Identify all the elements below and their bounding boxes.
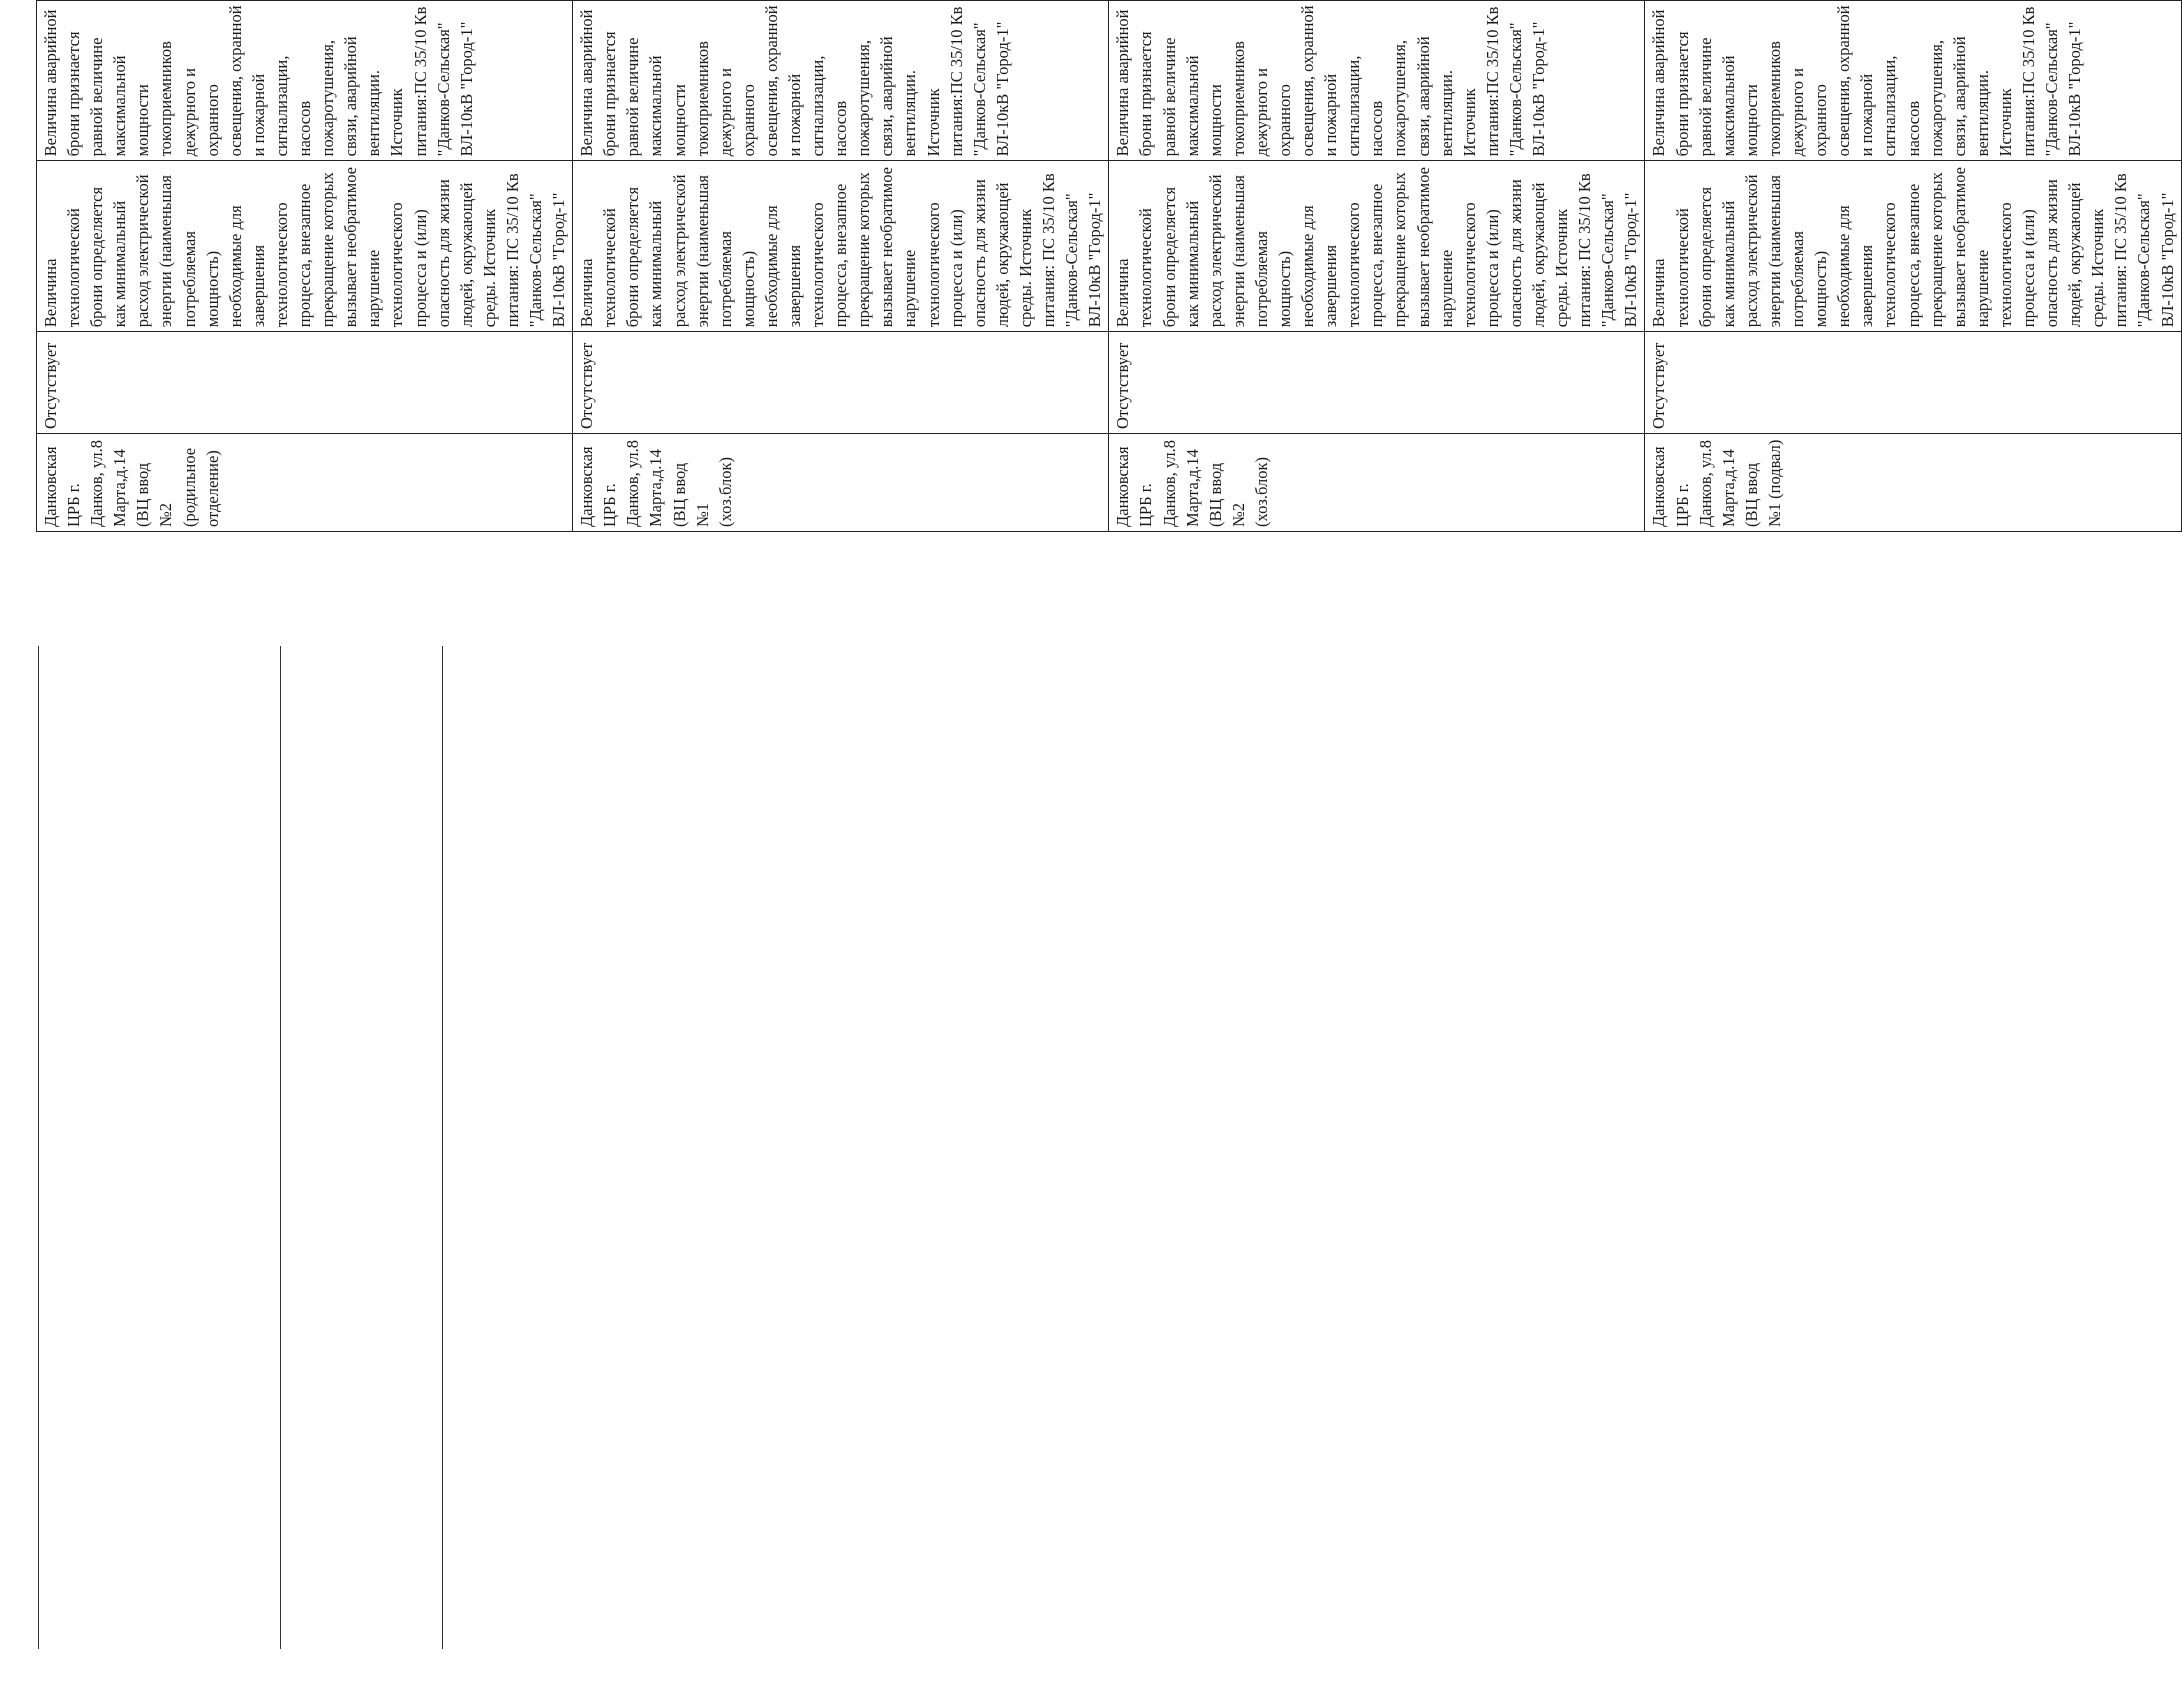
signature-line	[38, 646, 39, 1649]
table-row	[1109, 1, 1645, 532]
tech-reserve-cell: Величина технологической брони определяется как минимальный расход электрической энергии (наименьшая потребляемая мощность) необходимые для завершения технологического процесса, внезапное прекращение которых вызывает необратимое нарушение технологического процесса и (или) опасность для жизни людей, окружающей среды. Источник питания: ПС 35/10 Кв "Данков-Сельская" ВЛ-10кВ "Город-1"	[573, 161, 1109, 332]
emergency-reserve-cell: Величина аварийной брони признается равной величине максимальной мощности токоприемников дежурного и охранного освещения, охранной и пожарной сигнализации, насосов пожаротушения, связи, аварийной вентиляции. Источник питания:ПС 35/10 Кв "Данков-Сельская" ВЛ-10кВ "Город-1"	[1645, 1, 2181, 161]
address-cell: Данковская ЦРБ г. Данков, ул.8 Марта,д.14 (ВЦ ввод №1 (хоз.блок)	[573, 434, 1109, 532]
power-reserve-table	[36, 0, 2182, 532]
table-row	[1645, 1, 2181, 532]
emergency-reserve-cell: Величина аварийной брони признается равной величине максимальной мощности токоприемников дежурного и охранного освещения, охранной и пожарной сигнализации, насосов пожаротушения, связи, аварийной вентиляции. Источник питания:ПС 35/10 Кв "Данков-Сельская" ВЛ-10кВ "Город-1"	[1109, 1, 1645, 161]
status-cell: Отсутствует	[37, 332, 573, 434]
table-row	[37, 1, 573, 532]
emergency-reserve-cell: Величина аварийной брони признается равной величине максимальной мощности токоприемников дежурного и охранного освещения, охранной и пожарной сигнализации, насосов пожаротушения, связи, аварийной вентиляции. Источник питания:ПС 35/10 Кв "Данков-Сельская" ВЛ-10кВ "Город-1"	[573, 1, 1109, 161]
signature-line	[442, 646, 443, 1649]
address-cell: Данковская ЦРБ г. Данков, ул.8 Марта,д.14 (ВЦ ввод №2 (родильное отделение)	[37, 434, 573, 532]
status-cell: Отсутствует	[1645, 332, 2181, 434]
signature-line	[280, 646, 281, 1649]
tech-reserve-cell: Величина технологической брони определяется как минимальный расход электрической энергии (наименьшая потребляемая мощность) необходимые для завершения технологического процесса, внезапное прекращение которых вызывает необратимое нарушение технологического процесса и (или) опасность для жизни людей, окружающей среды. Источник питания: ПС 35/10 Кв "Данков-Сельская" ВЛ-10кВ "Город-1"	[37, 161, 573, 332]
tech-reserve-cell: Величина технологической брони определяется как минимальный расход электрической энергии (наименьшая потребляемая мощность) необходимые для завершения технологического процесса, внезапное прекращение которых вызывает необратимое нарушение технологического процесса и (или) опасность для жизни людей, окружающей среды. Источник питания: ПС 35/10 Кв "Данков-Сельская" ВЛ-10кВ "Город-1"	[1109, 161, 1645, 332]
table-row	[573, 1, 1109, 532]
emergency-reserve-cell: Величина аварийной брони признается равной величине максимальной мощности токоприемников дежурного и охранного освещения, охранной и пожарной сигнализации, насосов пожаротушения, связи, аварийной вентиляции. Источник питания:ПС 35/10 Кв "Данков-Сельская" ВЛ-10кВ "Город-1"	[37, 1, 573, 161]
address-cell: Данковская ЦРБ г. Данков, ул.8 Марта,д.14 (ВЦ ввод №1 (подвал)	[1645, 434, 2181, 532]
tech-reserve-cell: Величина технологической брони определяется как минимальный расход электрической энергии (наименьшая потребляемая мощность) необходимые для завершения технологического процесса, внезапное прекращение которых вызывает необратимое нарушение технологического процесса и (или) опасность для жизни людей, окружающей среды. Источник питания: ПС 35/10 Кв "Данков-Сельская" ВЛ-10кВ "Город-1"	[1645, 161, 2181, 332]
status-cell: Отсутствует	[1109, 332, 1645, 434]
address-cell: Данковская ЦРБ г. Данков, ул.8 Марта,д.14 (ВЦ ввод №2 (хоз.блок)	[1109, 434, 1645, 532]
status-cell: Отсутствует	[573, 332, 1109, 434]
